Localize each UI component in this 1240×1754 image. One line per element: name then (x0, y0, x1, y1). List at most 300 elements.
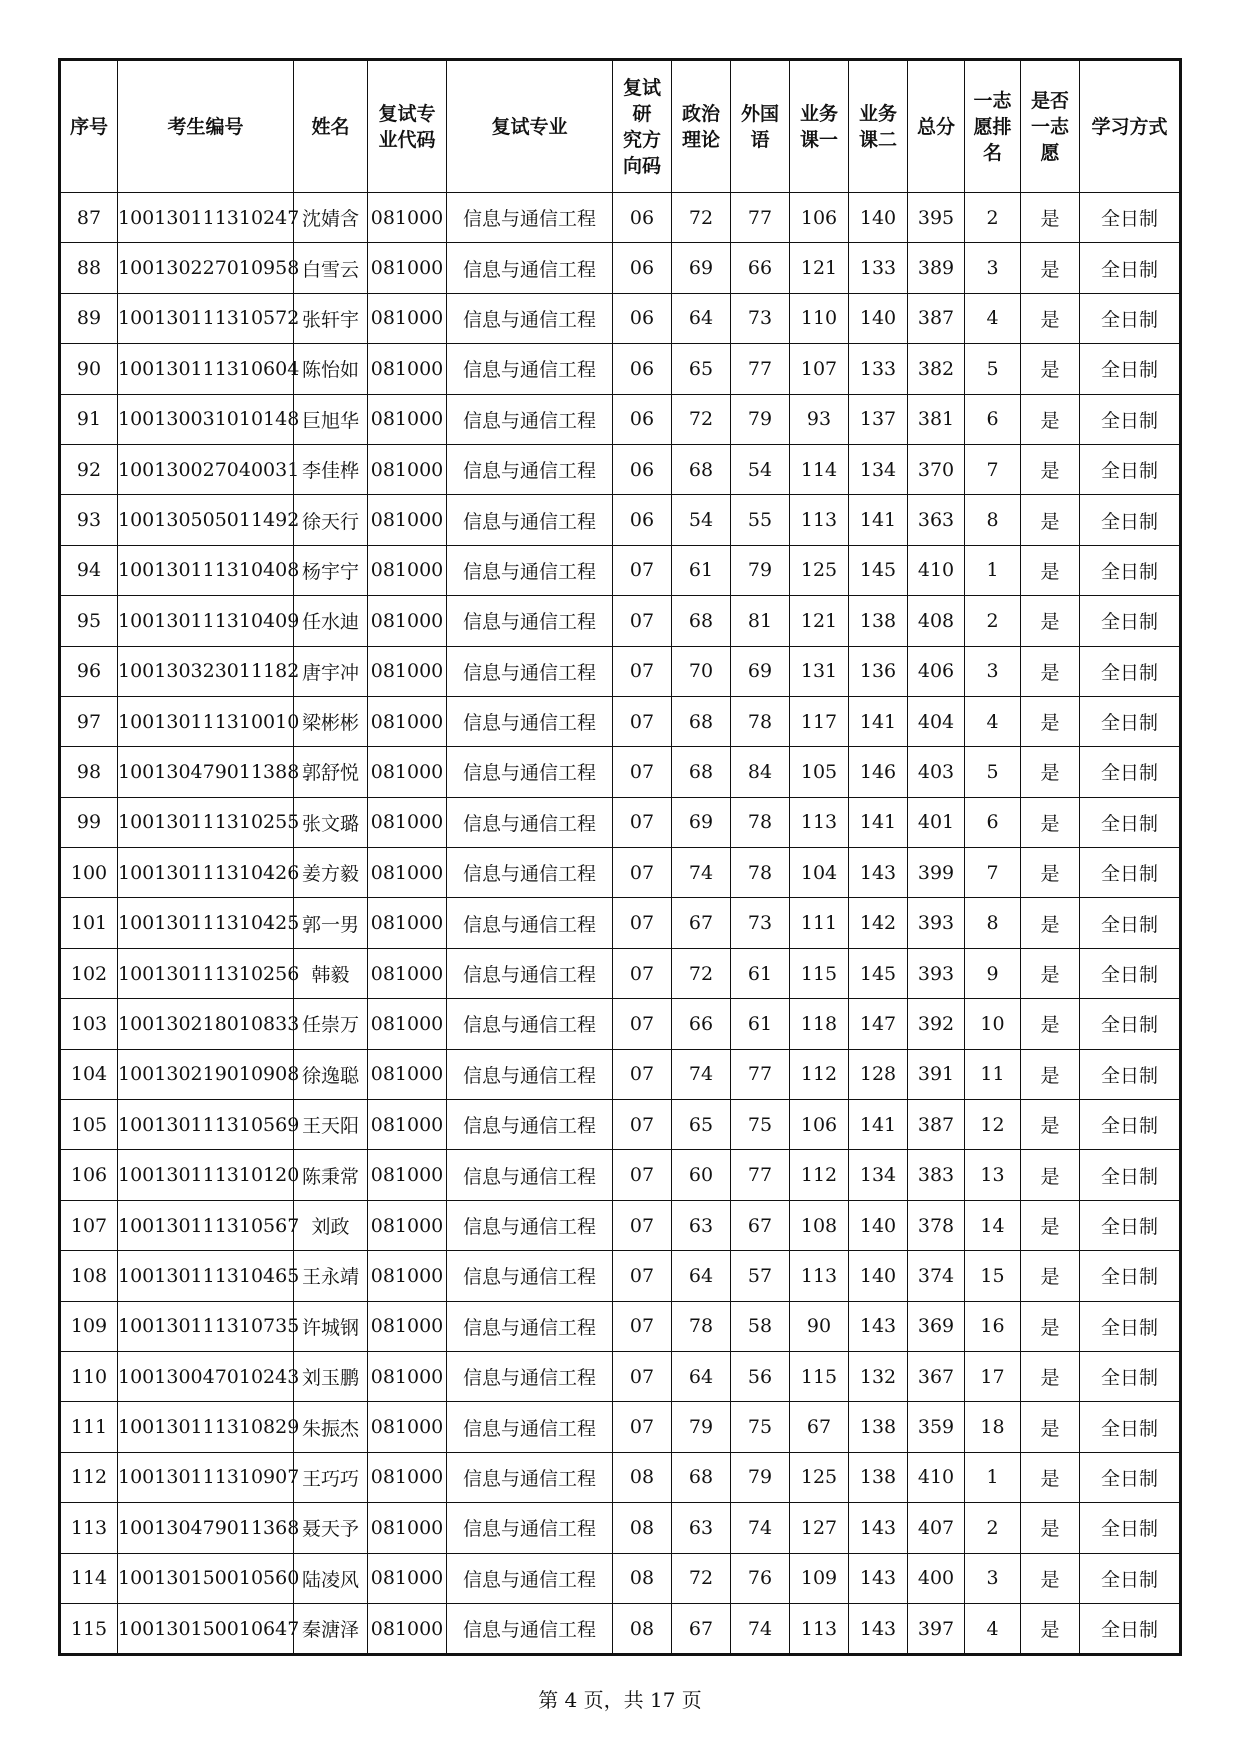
cell-politics: 65 (672, 1100, 731, 1150)
cell-course-1: 104 (790, 848, 849, 898)
cell-first-choice: 是 (1021, 1150, 1080, 1200)
cell-major-code: 081000 (368, 193, 447, 243)
cell-major: 信息与通信工程 (447, 898, 613, 948)
cell-direction: 07 (613, 1251, 672, 1301)
cell-study-mode: 全日制 (1080, 1200, 1181, 1250)
header-line: 业务 (799, 102, 838, 125)
cell-course-1: 127 (790, 1503, 849, 1553)
cell-major-code: 081000 (368, 1301, 447, 1351)
cell-exam-id: 100130111310735 (118, 1301, 294, 1351)
cell-seq: 106 (60, 1150, 118, 1200)
cell-major-code: 081000 (368, 1553, 447, 1603)
header-line: 复试 (622, 76, 661, 99)
cell-course-2: 128 (849, 1049, 908, 1099)
cell-first-choice: 是 (1021, 1553, 1080, 1603)
header-line: 业代码 (378, 128, 436, 151)
table-row (60, 193, 1181, 243)
cell-study-mode: 全日制 (1080, 243, 1181, 293)
cell-direction: 07 (613, 696, 672, 746)
header-course-2 (849, 60, 908, 193)
cell-exam-id: 100130111310425 (118, 898, 294, 948)
header-course-1 (790, 60, 849, 193)
cell-major-code: 081000 (368, 747, 447, 797)
cell-course-1: 67 (790, 1402, 849, 1452)
cell-course-1: 105 (790, 747, 849, 797)
cell-first-choice: 是 (1021, 1503, 1080, 1553)
header-study-mode: 学习方式 (1080, 60, 1181, 193)
cell-exam-id: 100130027040031 (118, 444, 294, 494)
table-row (60, 1503, 1181, 1553)
cell-course-2: 142 (849, 898, 908, 948)
cell-course-2: 134 (849, 1150, 908, 1200)
cell-direction: 07 (613, 1049, 672, 1099)
cell-study-mode: 全日制 (1080, 696, 1181, 746)
cell-study-mode: 全日制 (1080, 1150, 1181, 1200)
cell-exam-id: 100130111310604 (118, 344, 294, 394)
table-row (60, 1553, 1181, 1603)
cell-foreign-language: 73 (731, 898, 790, 948)
cell-course-1: 121 (790, 243, 849, 293)
cell-major-code: 081000 (368, 646, 447, 696)
cell-course-1: 93 (790, 394, 849, 444)
cell-course-1: 111 (790, 898, 849, 948)
cell-course-1: 114 (790, 444, 849, 494)
cell-name: 刘政 (294, 1200, 368, 1250)
cell-rank: 8 (965, 495, 1021, 545)
cell-study-mode: 全日制 (1080, 646, 1181, 696)
table-row (60, 898, 1181, 948)
cell-name: 朱振杰 (294, 1402, 368, 1452)
cell-major: 信息与通信工程 (447, 1301, 613, 1351)
cell-direction: 06 (613, 495, 672, 545)
cell-rank: 7 (965, 848, 1021, 898)
cell-total: 374 (908, 1251, 965, 1301)
cell-total: 367 (908, 1351, 965, 1401)
table-row (60, 1251, 1181, 1301)
cell-direction: 07 (613, 1100, 672, 1150)
cell-exam-id: 100130479011368 (118, 1503, 294, 1553)
cell-total: 408 (908, 596, 965, 646)
cell-name: 刘玉鹏 (294, 1351, 368, 1401)
cell-exam-id: 100130111310247 (118, 193, 294, 243)
cell-exam-id: 100130047010243 (118, 1351, 294, 1401)
cell-course-1: 113 (790, 495, 849, 545)
cell-first-choice: 是 (1021, 848, 1080, 898)
cell-rank: 1 (965, 545, 1021, 595)
cell-name: 杨宇宁 (294, 545, 368, 595)
header-line: 理论 (681, 128, 720, 151)
cell-major: 信息与通信工程 (447, 1452, 613, 1502)
cell-politics: 66 (672, 999, 731, 1049)
cell-major: 信息与通信工程 (447, 1351, 613, 1401)
cell-rank: 3 (965, 646, 1021, 696)
cell-course-2: 133 (849, 344, 908, 394)
cell-major: 信息与通信工程 (447, 1049, 613, 1099)
cell-name: 陆凌风 (294, 1553, 368, 1603)
cell-politics: 63 (672, 1200, 731, 1250)
header-line: 语 (750, 128, 770, 151)
cell-politics: 54 (672, 495, 731, 545)
cell-politics: 64 (672, 1251, 731, 1301)
cell-name: 郭一男 (294, 898, 368, 948)
cell-total: 404 (908, 696, 965, 746)
cell-direction: 07 (613, 646, 672, 696)
cell-total: 410 (908, 1452, 965, 1502)
cell-course-2: 141 (849, 495, 908, 545)
table-row (60, 948, 1181, 998)
header-major: 复试专业 (447, 60, 613, 193)
cell-course-2: 134 (849, 444, 908, 494)
cell-major-code: 081000 (368, 1150, 447, 1200)
cell-major: 信息与通信工程 (447, 747, 613, 797)
cell-total: 399 (908, 848, 965, 898)
header-line: 课一 (799, 128, 838, 151)
header-line: 向码 (622, 154, 661, 177)
cell-major-code: 081000 (368, 1351, 447, 1401)
header-rank (965, 60, 1021, 193)
cell-foreign-language: 69 (731, 646, 790, 696)
cell-exam-id: 100130479011388 (118, 747, 294, 797)
cell-first-choice: 是 (1021, 293, 1080, 343)
cell-first-choice: 是 (1021, 243, 1080, 293)
cell-direction: 07 (613, 596, 672, 646)
cell-study-mode: 全日制 (1080, 394, 1181, 444)
cell-exam-id: 100130227010958 (118, 243, 294, 293)
cell-seq: 99 (60, 797, 118, 847)
header-exam-id: 考生编号 (118, 60, 294, 193)
table-row (60, 1200, 1181, 1250)
header-major-code (368, 60, 447, 193)
cell-course-2: 143 (849, 1553, 908, 1603)
header-line: 名 (982, 141, 1002, 164)
cell-politics: 68 (672, 444, 731, 494)
cell-course-2: 133 (849, 243, 908, 293)
cell-rank: 15 (965, 1251, 1021, 1301)
cell-foreign-language: 77 (731, 344, 790, 394)
cell-study-mode: 全日制 (1080, 1100, 1181, 1150)
cell-foreign-language: 79 (731, 1452, 790, 1502)
cell-name: 聂天予 (294, 1503, 368, 1553)
cell-total: 389 (908, 243, 965, 293)
header-line: 外国 (740, 102, 779, 125)
table-body (60, 193, 1181, 1655)
cell-foreign-language: 56 (731, 1351, 790, 1401)
cell-direction: 07 (613, 1351, 672, 1401)
cell-name: 王永靖 (294, 1251, 368, 1301)
cell-total: 401 (908, 797, 965, 847)
cell-name: 任崇万 (294, 999, 368, 1049)
cell-seq: 102 (60, 948, 118, 998)
cell-study-mode: 全日制 (1080, 848, 1181, 898)
cell-foreign-language: 55 (731, 495, 790, 545)
cell-course-2: 143 (849, 848, 908, 898)
cell-total: 406 (908, 646, 965, 696)
cell-first-choice: 是 (1021, 495, 1080, 545)
cell-politics: 69 (672, 243, 731, 293)
admission-table (58, 58, 1182, 1656)
cell-seq: 87 (60, 193, 118, 243)
cell-foreign-language: 61 (731, 948, 790, 998)
cell-major: 信息与通信工程 (447, 1402, 613, 1452)
cell-course-1: 118 (790, 999, 849, 1049)
cell-course-2: 137 (849, 394, 908, 444)
cell-exam-id: 100130219010908 (118, 1049, 294, 1099)
cell-name: 陈秉常 (294, 1150, 368, 1200)
cell-study-mode: 全日制 (1080, 193, 1181, 243)
table-row (60, 696, 1181, 746)
cell-major-code: 081000 (368, 394, 447, 444)
cell-seq: 115 (60, 1603, 118, 1654)
cell-foreign-language: 58 (731, 1301, 790, 1351)
cell-rank: 6 (965, 394, 1021, 444)
cell-seq: 103 (60, 999, 118, 1049)
cell-major-code: 081000 (368, 999, 447, 1049)
cell-major-code: 081000 (368, 495, 447, 545)
cell-total: 381 (908, 394, 965, 444)
cell-total: 393 (908, 948, 965, 998)
cell-major-code: 081000 (368, 696, 447, 746)
cell-foreign-language: 77 (731, 1150, 790, 1200)
cell-major-code: 081000 (368, 948, 447, 998)
header-seq: 序号 (60, 60, 118, 193)
cell-course-2: 143 (849, 1603, 908, 1654)
cell-study-mode: 全日制 (1080, 545, 1181, 595)
cell-direction: 07 (613, 999, 672, 1049)
cell-major-code: 081000 (368, 1100, 447, 1150)
cell-direction: 06 (613, 243, 672, 293)
cell-rank: 2 (965, 596, 1021, 646)
cell-name: 秦溏泽 (294, 1603, 368, 1654)
cell-rank: 3 (965, 243, 1021, 293)
cell-politics: 68 (672, 1452, 731, 1502)
table-row (60, 495, 1181, 545)
cell-name: 韩毅 (294, 948, 368, 998)
header-politics (672, 60, 731, 193)
table-row (60, 1603, 1181, 1654)
cell-study-mode: 全日制 (1080, 596, 1181, 646)
cell-course-1: 125 (790, 545, 849, 595)
cell-study-mode: 全日制 (1080, 1603, 1181, 1654)
cell-direction: 07 (613, 797, 672, 847)
cell-name: 王巧巧 (294, 1452, 368, 1502)
cell-course-1: 121 (790, 596, 849, 646)
cell-foreign-language: 75 (731, 1100, 790, 1150)
cell-course-1: 115 (790, 948, 849, 998)
cell-study-mode: 全日制 (1080, 1503, 1181, 1553)
cell-study-mode: 全日制 (1080, 747, 1181, 797)
cell-course-1: 112 (790, 1150, 849, 1200)
cell-total: 403 (908, 747, 965, 797)
cell-major-code: 081000 (368, 545, 447, 595)
cell-seq: 92 (60, 444, 118, 494)
cell-first-choice: 是 (1021, 898, 1080, 948)
cell-total: 378 (908, 1200, 965, 1250)
cell-major-code: 081000 (368, 848, 447, 898)
cell-study-mode: 全日制 (1080, 898, 1181, 948)
cell-study-mode: 全日制 (1080, 293, 1181, 343)
cell-major-code: 081000 (368, 243, 447, 293)
cell-study-mode: 全日制 (1080, 344, 1181, 394)
cell-first-choice: 是 (1021, 999, 1080, 1049)
cell-course-2: 143 (849, 1503, 908, 1553)
cell-course-2: 140 (849, 1251, 908, 1301)
cell-course-1: 113 (790, 797, 849, 847)
cell-major-code: 081000 (368, 1452, 447, 1502)
header-line: 愿 (1040, 141, 1060, 164)
cell-seq: 94 (60, 545, 118, 595)
cell-politics: 72 (672, 193, 731, 243)
cell-foreign-language: 73 (731, 293, 790, 343)
cell-course-2: 141 (849, 696, 908, 746)
cell-major: 信息与通信工程 (447, 1503, 613, 1553)
cell-first-choice: 是 (1021, 747, 1080, 797)
cell-course-1: 108 (790, 1200, 849, 1250)
cell-course-2: 140 (849, 193, 908, 243)
cell-seq: 101 (60, 898, 118, 948)
cell-exam-id: 100130111310120 (118, 1150, 294, 1200)
cell-first-choice: 是 (1021, 193, 1080, 243)
cell-rank: 7 (965, 444, 1021, 494)
cell-seq: 114 (60, 1553, 118, 1603)
cell-course-1: 107 (790, 344, 849, 394)
cell-course-2: 132 (849, 1351, 908, 1401)
header-direction (613, 60, 672, 193)
cell-major-code: 081000 (368, 1503, 447, 1553)
cell-direction: 08 (613, 1603, 672, 1654)
cell-exam-id: 100130111310567 (118, 1200, 294, 1250)
cell-name: 巨旭华 (294, 394, 368, 444)
cell-foreign-language: 78 (731, 797, 790, 847)
cell-politics: 72 (672, 394, 731, 444)
header-line: 一志 (973, 89, 1012, 112)
cell-politics: 74 (672, 1049, 731, 1099)
cell-politics: 74 (672, 848, 731, 898)
cell-exam-id: 100130031010148 (118, 394, 294, 444)
cell-total: 391 (908, 1049, 965, 1099)
cell-first-choice: 是 (1021, 1251, 1080, 1301)
cell-name: 任水迪 (294, 596, 368, 646)
cell-major-code: 081000 (368, 898, 447, 948)
cell-total: 400 (908, 1553, 965, 1603)
cell-first-choice: 是 (1021, 1200, 1080, 1250)
cell-course-2: 138 (849, 1402, 908, 1452)
cell-study-mode: 全日制 (1080, 948, 1181, 998)
table-row (60, 1452, 1181, 1502)
cell-major-code: 081000 (368, 596, 447, 646)
cell-rank: 4 (965, 1603, 1021, 1654)
cell-direction: 06 (613, 394, 672, 444)
cell-total: 382 (908, 344, 965, 394)
cell-politics: 65 (672, 344, 731, 394)
cell-major: 信息与通信工程 (447, 344, 613, 394)
cell-foreign-language: 77 (731, 193, 790, 243)
cell-major: 信息与通信工程 (447, 596, 613, 646)
cell-foreign-language: 76 (731, 1553, 790, 1603)
cell-study-mode: 全日制 (1080, 495, 1181, 545)
cell-direction: 07 (613, 1402, 672, 1452)
page-footer: 第 4 页，共 17 页 (538, 1688, 702, 1712)
cell-seq: 111 (60, 1402, 118, 1452)
cell-seq: 98 (60, 747, 118, 797)
cell-direction: 07 (613, 898, 672, 948)
cell-politics: 67 (672, 898, 731, 948)
cell-direction: 08 (613, 1452, 672, 1502)
cell-seq: 90 (60, 344, 118, 394)
cell-rank: 5 (965, 344, 1021, 394)
cell-politics: 70 (672, 646, 731, 696)
table-row (60, 797, 1181, 847)
cell-exam-id: 100130505011492 (118, 495, 294, 545)
cell-total: 410 (908, 545, 965, 595)
cell-course-2: 141 (849, 797, 908, 847)
cell-rank: 11 (965, 1049, 1021, 1099)
cell-first-choice: 是 (1021, 646, 1080, 696)
cell-name: 沈婧含 (294, 193, 368, 243)
cell-direction: 06 (613, 444, 672, 494)
cell-rank: 4 (965, 696, 1021, 746)
cell-course-2: 138 (849, 1452, 908, 1502)
cell-study-mode: 全日制 (1080, 1301, 1181, 1351)
cell-major: 信息与通信工程 (447, 948, 613, 998)
cell-name: 李佳桦 (294, 444, 368, 494)
cell-first-choice: 是 (1021, 1402, 1080, 1452)
cell-course-1: 131 (790, 646, 849, 696)
cell-seq: 107 (60, 1200, 118, 1250)
cell-foreign-language: 57 (731, 1251, 790, 1301)
table-row (60, 344, 1181, 394)
header-line: 课二 (858, 128, 897, 151)
cell-seq: 96 (60, 646, 118, 696)
header-row (60, 60, 1181, 193)
cell-major: 信息与通信工程 (447, 293, 613, 343)
cell-exam-id: 100130323011182 (118, 646, 294, 696)
cell-rank: 17 (965, 1351, 1021, 1401)
table-row (60, 444, 1181, 494)
cell-direction: 06 (613, 293, 672, 343)
cell-direction: 07 (613, 1150, 672, 1200)
cell-major: 信息与通信工程 (447, 444, 613, 494)
cell-seq: 105 (60, 1100, 118, 1150)
cell-foreign-language: 61 (731, 999, 790, 1049)
cell-major: 信息与通信工程 (447, 1553, 613, 1603)
cell-study-mode: 全日制 (1080, 1452, 1181, 1502)
table-row (60, 1100, 1181, 1150)
cell-seq: 109 (60, 1301, 118, 1351)
cell-total: 387 (908, 293, 965, 343)
cell-first-choice: 是 (1021, 1049, 1080, 1099)
cell-first-choice: 是 (1021, 797, 1080, 847)
cell-foreign-language: 78 (731, 848, 790, 898)
cell-exam-id: 100130111310569 (118, 1100, 294, 1150)
cell-total: 387 (908, 1100, 965, 1150)
cell-major: 信息与通信工程 (447, 1251, 613, 1301)
cell-total: 407 (908, 1503, 965, 1553)
cell-direction: 06 (613, 193, 672, 243)
cell-direction: 07 (613, 848, 672, 898)
cell-rank: 1 (965, 1452, 1021, 1502)
cell-foreign-language: 66 (731, 243, 790, 293)
table-row (60, 848, 1181, 898)
cell-politics: 69 (672, 797, 731, 847)
cell-politics: 68 (672, 747, 731, 797)
cell-seq: 110 (60, 1351, 118, 1401)
header-first-choice (1021, 60, 1080, 193)
cell-course-1: 106 (790, 1100, 849, 1150)
cell-name: 张文璐 (294, 797, 368, 847)
cell-major-code: 081000 (368, 293, 447, 343)
cell-total: 397 (908, 1603, 965, 1654)
cell-course-1: 110 (790, 293, 849, 343)
